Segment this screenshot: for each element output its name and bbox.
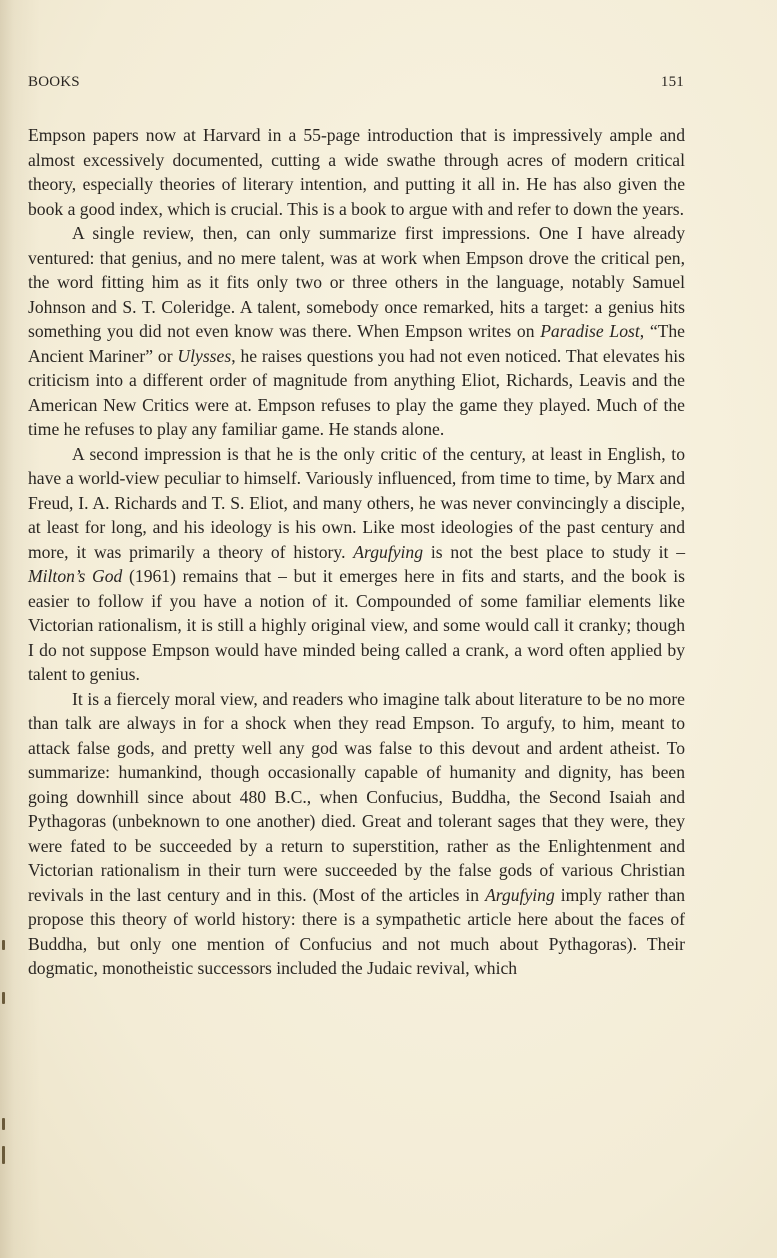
page-number: 151 xyxy=(660,74,684,90)
paragraph: A second impression is that he is the only critic of the century, at least in English, to have a world-view peculiar to himself. Variously influenced, from time to time, by Marx and Freud, I. A. Richards and T. S. Eliot, and many others, he was never convincingly a disciple, at least for long, and his ideology is his own. Like most ideologies of the past century and more, it was primarily a theory of history. Argufying is not the best place to study it – Milton’s God (1961) remains that – but it emerges here in fits and starts, and the book is easier to follow if you have a notion of it. Compounded of some familiar elements like Victorian rationalism, it is still a highly original view, and some would call it cranky; though I do not suppose Empson would have minded being called a crank, a word often applied by talent to genius. xyxy=(28,443,685,684)
body-text xyxy=(28,123,685,981)
page-edge-mark xyxy=(2,992,5,1004)
paragraph: It is a fiercely moral view, and readers who imagine talk about literature to be no more than talk are always in for a shock when they read Empson. To argufy, to him, meant to attack false gods, and pretty well any god was false to this devout and ardent atheist. To summarize: humankind, though occasionally capable of humanity and dignity, has been going downhill since about 480 B.C., when Confucius, Buddha, the Second Isaiah and Pythagoras (unbeknown to one another) died. Great and tolerant sages that they were, they were fated to be succeeded by a return to superstition, rather as the Enlightenment and Victorian rationalism in their turn were succeeded by the false gods of various Christian revivals in the last century and in this. (Most of the articles in Argufying imply rather than propose this theory of world history: there is a sympathetic article here about the faces of Buddha, but only one mention of Confucius and not much about Pythagoras). Their dogmatic, monotheistic successors included the Judaic revival, which xyxy=(28,688,686,978)
paragraph: A single review, then, can only summarize first impressions. One I have already ventured: that genius, and no mere talent, was at work when Empson drove the critical pen, the word fitting him as it fits only two or three others in the language, notably Samuel Johnson and S. T. Coleridge. A talent, somebody once remarked, hits a target: a genius hits something you did not even know was there. When Empson writes on Paradise Lost, “The Ancient Mariner” or Ulysses, he raises questions you had not even noticed. That elevates his criticism into a different order of magnitude from anything Eliot, Richards, Leavis and the American New Critics were at. Empson refuses to play the game they played. Much of the time he refuses to play any familiar game. He stands alone. xyxy=(28,223,685,439)
page-edge-mark xyxy=(2,940,5,950)
paragraph-continued: Empson papers now at Harvard in a 55-page introduction that is impressively ample and almost excessively documented, cutting a wide swathe through acres of modern critical theory, especially theories of literary intention, and putting it all in. He has also given the book a good index, which is crucial. This is a book to argue with and refer to down the years. xyxy=(28,125,685,219)
page-edge-mark xyxy=(2,1118,5,1130)
section-title: BOOKS xyxy=(28,74,80,90)
page-edge-mark xyxy=(2,1146,5,1164)
